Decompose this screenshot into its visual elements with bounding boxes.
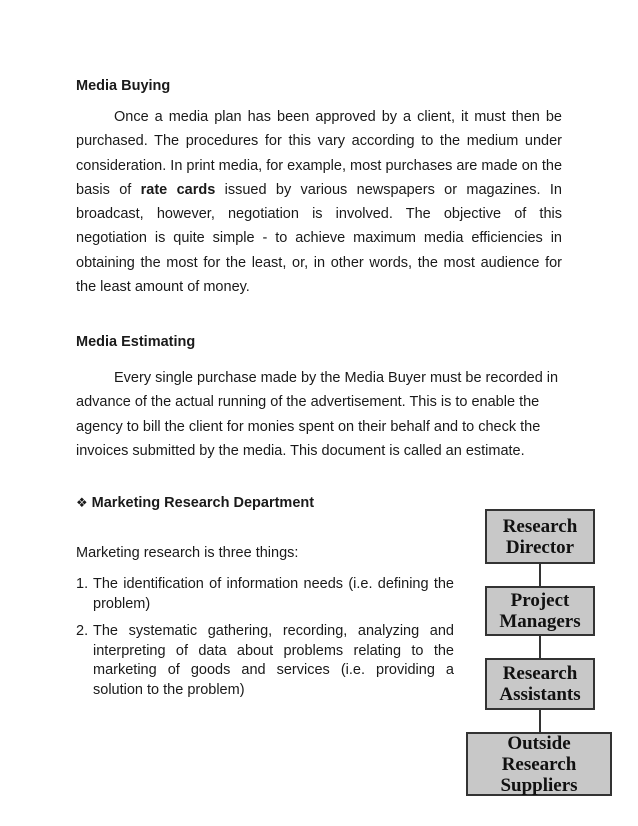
org-box-research-director: Research Director [485,509,595,564]
media-buying-text-b: issued by various newspapers or magazines. In broadcast, however, negotiation is involved. The objective of this negotiation is quite simple - to achieve maximum media efficiencies in obtaining the most for the least, or, in other words, the most audience for the least amount of money. [76,181,562,296]
org-connector [539,636,541,658]
org-connector [539,564,541,586]
list-item-text: The systematic gathering, recording, analyzing and interpreting of data about problems relating to the marketing of goods and services (i.e. providing a solution to the problem) [93,623,454,698]
list-item [76,575,454,614]
list-item-text: The identification of information needs (i.e. defining the problem) [93,576,454,612]
org-box-research-assistants: Research Assistants [485,658,595,710]
media-buying-text-a: Once a media plan has been approved by a client, it must then be purchased. The procedures for this vary according to the medium under consideration. In print media, for example, most purchases are made on the basis of [76,109,563,198]
media-buying-heading: Media Buying [76,78,171,94]
list-item [76,622,454,700]
org-connector [539,710,541,732]
rate-cards-term: rate cards [140,181,216,198]
media-estimating-text: Every single purchase made by the Media Buyer must be recorded in advance of the actual running of the advertisement. This is to enable the agency to bill the client for monies spent on their behalf and to check the invoices submitted by the media. This document is called an estimate. [76,370,559,459]
org-box-outside-research-suppliers: Outside Research Suppliers [466,732,612,796]
media-estimating-paragraph [76,366,562,463]
media-buying-paragraph [76,105,562,299]
diamond-bullet-icon: ❖ [76,495,88,510]
list-item-number: 1. [76,576,89,592]
marketing-research-heading-text: Marketing Research Department [91,495,315,511]
media-estimating-heading: Media Estimating [76,334,196,350]
list-item-number: 2. [76,623,89,639]
marketing-research-heading [76,495,314,511]
marketing-research-intro: Marketing research is three things: [76,545,299,561]
org-box-project-managers: Project Managers [485,586,595,636]
marketing-research-list [76,575,454,708]
